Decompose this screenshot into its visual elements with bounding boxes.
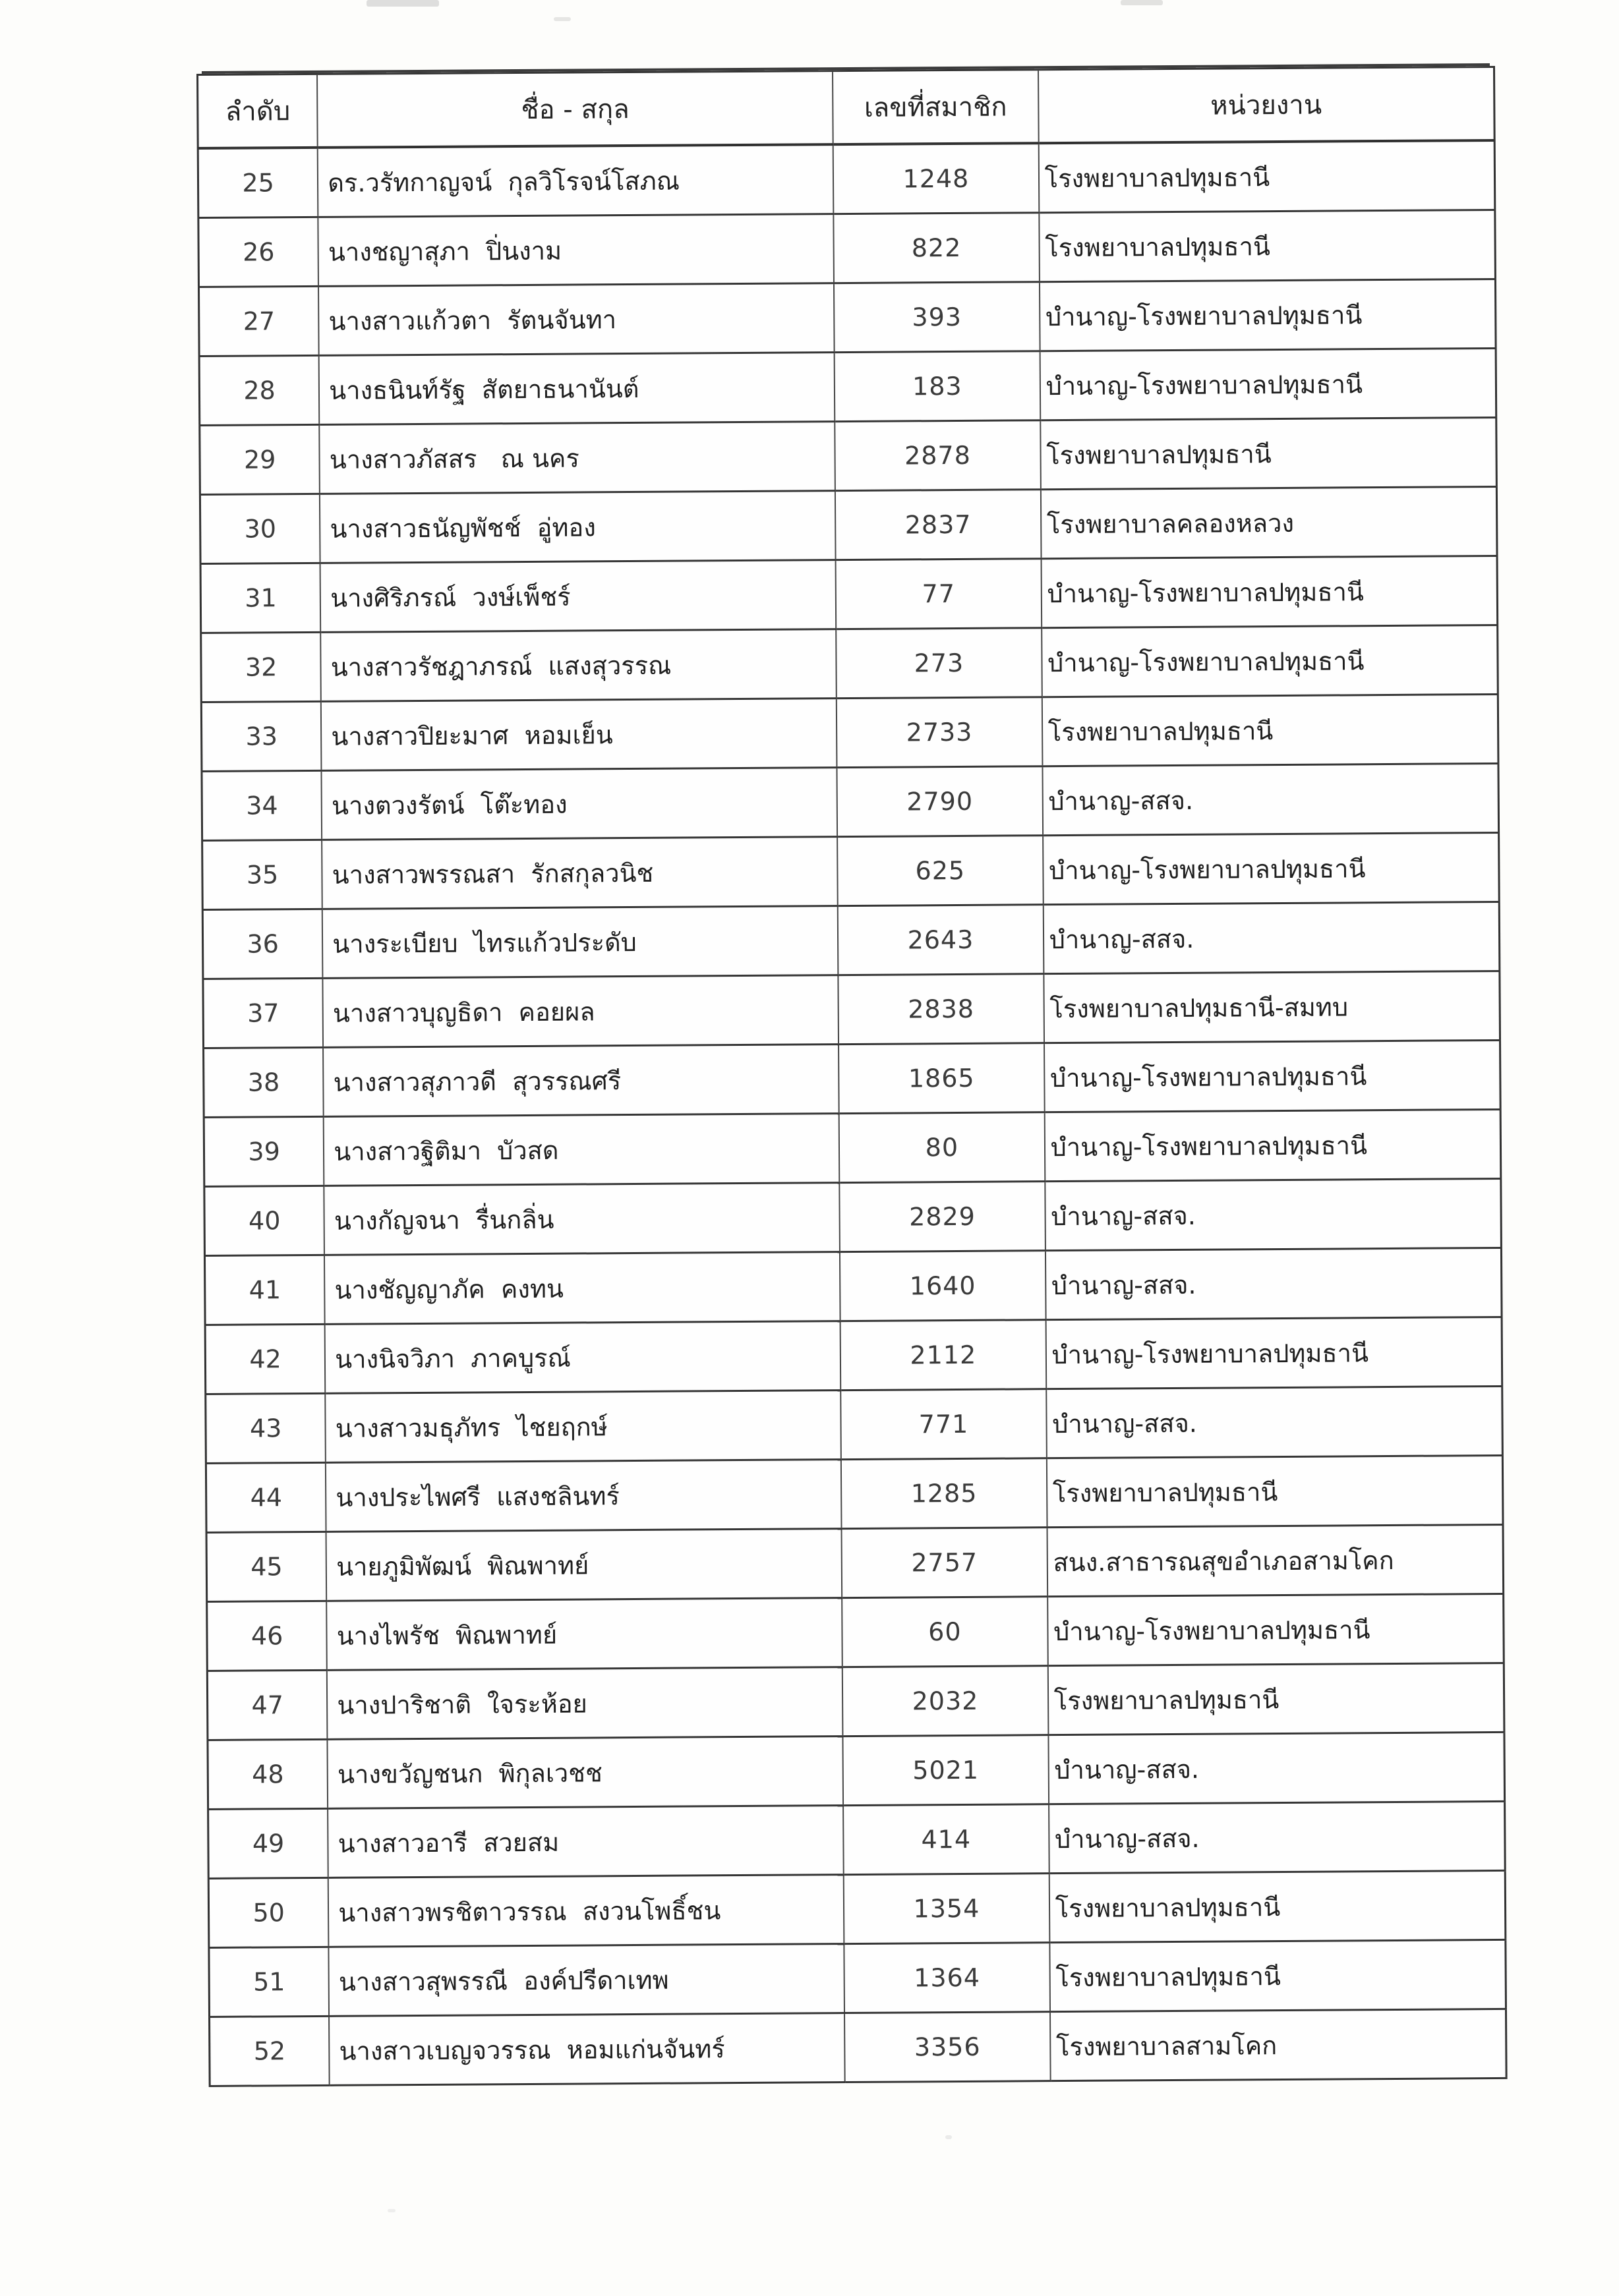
cell-member-no: 2837: [835, 490, 1041, 560]
table-row: [204, 1040, 1501, 1117]
cell-unit: โรงพยาบาลคลองหลวง: [1041, 486, 1497, 558]
table-body: [198, 140, 1506, 2086]
cell-name: นางชัญญาภัค คงทน: [324, 1252, 840, 1325]
cell-name: นางกัญจนา รื่นกลิ่น: [324, 1183, 840, 1255]
cell-unit: โรงพยาบาลปทุมธานี-สมทบ: [1044, 971, 1500, 1043]
cell-index: 27: [198, 286, 318, 356]
table-row: [200, 556, 1498, 633]
table-row: [209, 1939, 1506, 2017]
col-header-name: ชื่อ - สกุล: [317, 71, 833, 148]
cell-index: 45: [206, 1532, 326, 1601]
table-row: [201, 625, 1498, 702]
cell-unit: สนง.สาธารณสุขอำเภอสามโคก: [1047, 1524, 1503, 1596]
table-row: [202, 832, 1500, 909]
cell-index: 43: [206, 1393, 326, 1463]
cell-index: 32: [201, 632, 321, 702]
cell-unit: บำนาญ-โรงพยาบาลปทุมธานี: [1041, 556, 1497, 627]
cell-unit: บำนาญ-โรงพยาบาลปทุมธานี: [1040, 348, 1496, 420]
cell-member-no: 80: [839, 1112, 1045, 1183]
cell-index: 40: [204, 1186, 324, 1255]
col-header-unit: หน่วยงาน: [1038, 67, 1494, 143]
cell-index: 51: [209, 1947, 329, 2017]
table-row: [205, 1317, 1502, 1394]
cell-name: นางขวัญชนก พิกุลเวชช: [328, 1736, 844, 1809]
member-table: [196, 66, 1508, 2087]
cell-name: นางไพรัช พิณพาทย์: [326, 1598, 842, 1671]
cell-unit: บำนาญ-สสจ.: [1049, 1801, 1505, 1873]
cell-index: 41: [204, 1255, 324, 1325]
table-row: [203, 971, 1500, 1048]
cell-member-no: 771: [840, 1389, 1046, 1460]
cell-unit: โรงพยาบาลปทุมธานี: [1042, 694, 1498, 766]
cell-member-no: 2790: [837, 766, 1043, 837]
table-row: [210, 2009, 1507, 2086]
cell-index: 52: [210, 2016, 330, 2086]
cell-index: 38: [204, 1047, 324, 1117]
col-header-index: ลำดับ: [198, 74, 318, 148]
cell-index: 46: [207, 1601, 327, 1671]
cell-member-no: 2838: [839, 974, 1044, 1045]
table-row: [200, 486, 1497, 563]
cell-member-no: 273: [836, 628, 1042, 699]
cell-name: นางสาวภัสสร ณ นคร: [320, 422, 836, 494]
cell-index: 31: [200, 563, 320, 633]
cell-member-no: 1248: [833, 143, 1039, 214]
cell-unit: บำนาญ-สสจ.: [1046, 1386, 1502, 1458]
table-row: [200, 417, 1497, 494]
table-row: [202, 763, 1499, 840]
cell-index: 37: [203, 978, 323, 1048]
cell-index: 30: [200, 494, 320, 563]
scan-artifact: [388, 2209, 396, 2212]
cell-name: นางสาวเบญจวรรณ หอมแก่นจันทร์: [329, 2013, 845, 2086]
cell-member-no: 60: [842, 1597, 1047, 1667]
cell-member-no: 2112: [840, 1320, 1046, 1391]
cell-index: 36: [202, 909, 322, 979]
cell-member-no: 77: [836, 559, 1042, 629]
cell-index: 48: [208, 1739, 328, 1809]
cell-unit: บำนาญ-โรงพยาบาลปทุมธานี: [1043, 832, 1499, 904]
cell-name: นางสาวสุภาวดี สุวรรณศรี: [323, 1045, 839, 1117]
cell-member-no: 1285: [841, 1458, 1047, 1529]
scan-artifact: [367, 0, 439, 7]
table-row: [208, 1870, 1506, 1947]
cell-member-no: 2829: [839, 1182, 1045, 1252]
cell-index: 50: [208, 1878, 328, 1947]
table-row: [206, 1386, 1503, 1463]
cell-member-no: 3356: [844, 2012, 1050, 2082]
cell-name: นางสาวธนัญพัชช์ อู่ทอง: [320, 491, 836, 563]
cell-member-no: 822: [833, 213, 1039, 283]
cell-member-no: 1354: [844, 1874, 1049, 1944]
cell-name: ดร.วรัทกาญจน์ กุลวิโรจน์โสภณ: [318, 144, 834, 217]
cell-name: นางสาวรัชฎาภรณ์ แสงสุวรรณ: [320, 629, 837, 702]
cell-name: นางสาวสุพรรณี องค์ปรีดาเทพ: [329, 1944, 845, 2017]
cell-name: นางสาวบุญธิดา คอยผล: [323, 975, 839, 1048]
cell-member-no: 1865: [839, 1043, 1044, 1114]
cell-member-no: 1640: [840, 1251, 1045, 1321]
cell-unit: บำนาญ-สสจ.: [1045, 1248, 1502, 1319]
table-row: [206, 1524, 1504, 1601]
table-row: [199, 348, 1496, 425]
cell-name: นางสาวฐิติมา บัวสด: [324, 1114, 840, 1186]
cell-name: นางนิจวิภา ภาคบูรณ์: [325, 1321, 841, 1394]
cell-index: 26: [198, 217, 318, 287]
table-row: [198, 210, 1496, 287]
cell-index: 44: [206, 1462, 326, 1532]
cell-name: นางสาวปิยะมาศ หอมเย็น: [321, 699, 837, 771]
cell-member-no: 2733: [837, 697, 1042, 768]
cell-index: 35: [202, 840, 322, 909]
cell-index: 25: [198, 148, 318, 218]
cell-index: 49: [208, 1808, 328, 1878]
cell-name: นายภูมิพัฒน์ พิณพาทย์: [326, 1529, 842, 1601]
cell-unit: โรงพยาบาลปทุมธานี: [1039, 210, 1495, 281]
cell-index: 39: [204, 1116, 324, 1186]
scan-artifact: [945, 2135, 952, 2139]
member-table-wrap: [196, 66, 1508, 2087]
cell-name: นางประไพศรี แสงชลินทร์: [326, 1460, 842, 1532]
cell-index: 42: [205, 1324, 325, 1394]
cell-name: นางสาวพรรณสา รักสกุลวนิช: [322, 837, 838, 909]
table-row: [204, 1178, 1502, 1255]
cell-unit: โรงพยาบาลปทุมธานี: [1040, 417, 1496, 489]
cell-member-no: 625: [837, 836, 1043, 906]
cell-unit: บำนาญ-สสจ.: [1045, 1178, 1501, 1250]
cell-member-no: 2032: [842, 1666, 1048, 1736]
cell-index: 28: [199, 355, 319, 425]
cell-index: 29: [200, 424, 320, 494]
cell-name: นางธนินท์รัฐ สัตยาธนานันต์: [319, 353, 835, 425]
table-row: [207, 1593, 1504, 1671]
cell-member-no: 2757: [842, 1528, 1047, 1598]
cell-name: นางชญาสุภา ปิ่นงาม: [318, 214, 835, 287]
cell-member-no: 1364: [844, 1943, 1049, 2013]
cell-unit: โรงพยาบาลปทุมธานี: [1047, 1663, 1504, 1735]
cell-name: นางระเบียบ ไทรแก้วประดับ: [322, 906, 839, 979]
cell-name: นางตวงรัตน์ โต๊ะทอง: [322, 768, 838, 840]
table-row: [207, 1663, 1504, 1740]
cell-index: 33: [201, 701, 321, 771]
header-row: [198, 67, 1495, 148]
cell-name: นางปาริชาติ ใจระห้อย: [327, 1667, 843, 1740]
cell-member-no: 2643: [838, 905, 1044, 975]
cell-name: นางสาวพรชิตาวรรณ สงวนโพธิ์ชน: [328, 1875, 844, 1947]
cell-name: นางสาวมธุภัทร ไชยฤกษ์: [326, 1391, 842, 1463]
cell-member-no: 393: [834, 282, 1040, 353]
cell-name: นางศิริภรณ์ วงษ์เพ็ชร์: [320, 560, 837, 633]
cell-unit: บำนาญ-โรงพยาบาลปทุมธานี: [1040, 279, 1496, 351]
cell-unit: บำนาญ-สสจ.: [1042, 763, 1498, 835]
table-row: [201, 694, 1498, 771]
cell-name: นางสาวแก้วตา รัตนจันทา: [318, 283, 835, 356]
table-row: [204, 1248, 1502, 1325]
cell-member-no: 2878: [835, 420, 1040, 491]
cell-unit: บำนาญ-สสจ.: [1043, 902, 1499, 973]
cell-unit: บำนาญ-โรงพยาบาลปทุมธานี: [1044, 1040, 1500, 1112]
cell-index: 34: [202, 770, 322, 840]
table-row: [202, 902, 1500, 979]
table-row: [208, 1732, 1505, 1809]
cell-unit: โรงพยาบาลปทุมธานี: [1049, 1939, 1506, 2011]
table-row: [198, 279, 1496, 356]
cell-unit: บำนาญ-สสจ.: [1048, 1732, 1504, 1804]
cell-unit: โรงพยาบาลปทุมธานี: [1038, 140, 1494, 213]
cell-unit: บำนาญ-โรงพยาบาลปทุมธานี: [1042, 625, 1498, 697]
cell-member-no: 183: [835, 351, 1040, 422]
cell-unit: บำนาญ-โรงพยาบาลปทุมธานี: [1047, 1593, 1504, 1665]
cell-member-no: 414: [843, 1804, 1049, 1875]
scan-artifact: [554, 17, 571, 21]
col-header-member-no: เลขที่สมาชิก: [833, 70, 1038, 144]
cell-member-no: 5021: [843, 1735, 1049, 1806]
table-row: [198, 140, 1495, 218]
scan-artifact: [1121, 0, 1163, 5]
cell-unit: บำนาญ-โรงพยาบาลปทุมธานี: [1045, 1317, 1502, 1389]
cell-unit: โรงพยาบาลสามโคก: [1050, 2009, 1506, 2081]
cell-name: นางสาวอารี สวยสม: [328, 1806, 844, 1878]
table-row: [204, 1109, 1501, 1186]
table-row: [206, 1455, 1503, 1532]
cell-unit: บำนาญ-โรงพยาบาลปทุมธานี: [1044, 1109, 1500, 1181]
cell-unit: โรงพยาบาลปทุมธานี: [1049, 1870, 1505, 1942]
table-row: [208, 1801, 1506, 1878]
cell-index: 47: [207, 1670, 327, 1740]
cell-unit: โรงพยาบาลปทุมธานี: [1047, 1455, 1503, 1527]
